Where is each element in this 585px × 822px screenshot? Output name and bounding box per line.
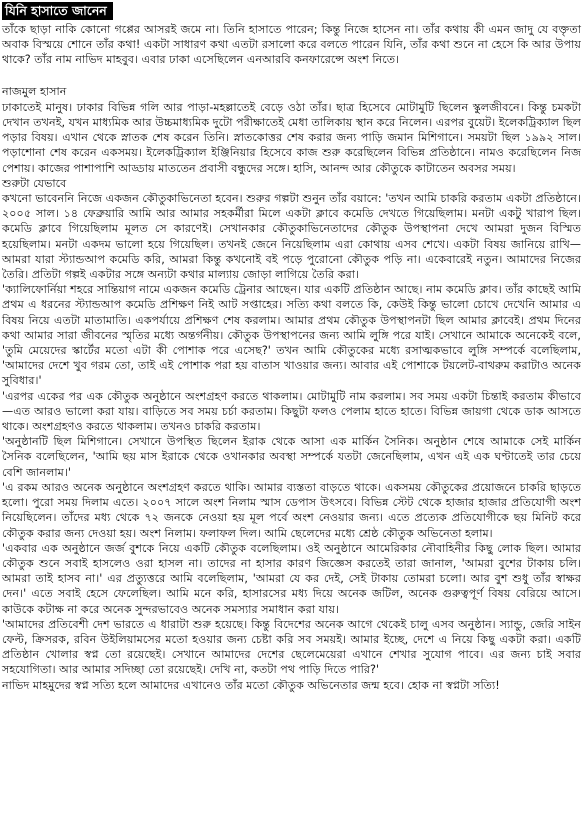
story-paragraph: 'এরপর একের পর এক কৌতুক অনুষ্ঠানে অংশগ্রহণ করতে থাকলাম। মোটামুটি নাম করলাম। সব সময় একটা চিন্তাই করতাম কীভাবে—এত আরও ভালো করা যায়। বাড়িতে সব সময় চর্চা করতাম। কিছুটা ফলও পেলাম হাতে হাতে। বিভিন্ন জায়গা থেকে ডাক আসতে থাকে। অংশগ্রহণও করতে থাকলাম। তখনও চাকরি করতাম। <box>2 389 581 434</box>
story-paragraph: 'এ রকম আরও অনেক অনুষ্ঠানে অংশগ্রহণ করতে থাকি। আমার ব্যস্ততা বাড়তে থাকে। একসময় কৌতুকের প্রয়োজনে চাকরি ছাড়তে হলো। পুরো সময় দিলাম এতে। ২০০৭ সালে অংশ নিলাম স্মাস ডেপাস উৎসবে। বিভিন্ন স্টেট থেকে হাজার হাজার প্রতিযোগী অংশ নিয়েছিলেন। তাঁদের মধ্য থেকে ৭২ জনকে নেওয়া হয় মূল পর্বে অংশ নেওয়ার জন্য। এতে প্রত্যেক প্রতিযোগীকে ছয় মিনিট করে কৌতুক করার জন্য দেওয়া হয়। অংশ নিলাম। ফলাফল দিল। আমি ছেলেদের মধ্যে শ্রেষ্ঠ কৌতুক অভিনেতা হলাম। <box>2 480 581 540</box>
story-paragraph: কখনো ভাবেননি নিজে একজন কৌতুকাভিনেতা হবেন। শুরুর গল্পটা শুনুন তাঁর বয়ানে: 'তখন আমি চাকরি করতাম একটা প্রতিষ্ঠানে। ২০০৫ সাল। ১৪ ফেব্রুয়ারি আমি আর আমার সহকর্মীরা মিলে একটা ক্লাবে কমেডি দেখতে গিয়েছিলাম। মনটা একটু খারাপ ছিল। কমেডি ক্লাবে গিয়েছিলাম মূলত সে কারণেই। সেখানকার কৌতুকাভিনেতাদের কৌতুক উপস্থাপনা দেখে আমরা দুজন বিস্মিত হয়েছিলাম। মনটা একদম ভালো হয়ে গিয়েছিল। তখনই জেনে নিয়েছিলাম এরা কোথায় এসব শেখে। একটা বিষয় জানিয়ে রাখি—আমরা যারা স্ট্যান্ডআপ কমেডি করি, আমরা কিন্তু কখনোই বই পড়ে পুরোনো কৌতুক পড়ি না। একেবারেই নতুন। আমাদের নিজের তৈরি। প্রতিটা গল্পই একটার সঙ্গে অন্যটা কথার মাল্যায় জোড়া লাগিয়ে তৈরি করা। <box>2 192 581 282</box>
body-paragraph: ঢাকাতেই মানুষ। ঢাকার বিভিন্ন গলি আর পাড়া-মহল্লাতেই বেড়ে ওঠা তাঁর। ছাত্র হিসেবে মোটামুটি ছিলেন স্কুলজীবনে। কিন্তু চমকটা দেখান তখনই, যখন মাধ্যমিক আর উচ্চমাধ্যমিক দুটো পরীক্ষাতেই মেধা তালিকায় স্থান করে নিলেন। এরপর বুয়েট। ইলেকট্রিক্যাল ছিল পড়ার বিষয়। এখান থেকে স্নাতক শেষ করেন তিনি। স্নাতকোত্তর শেষ করার জন্য পাড়ি জমান মিশিগানে। সময়টা ছিল ১৯৯২ সাল। পড়াশোনা শেষ করেন একসময়। ইলেকট্রিক্যাল ইঞ্জিনিয়ার হিসেবে কাজ শুরু করেছিলেন বিভিন্ন প্রতিষ্ঠানে। নামও করেছিলেন নিজ পেশায়। কাজের পাশাপাশি আড্ডায় মাততেন প্রবাসী বন্ধুদের সঙ্গে। হাসি, আনন্দ আর কৌতুকে কাটাতেন অবসর সময়। <box>2 100 581 175</box>
closing-paragraph: নাভিদ মাহমুদের স্বপ্ন সত্যি হলে আমাদের এখানেও তাঁর মতো কৌতুক অভিনেতার জন্ম হবে। হোক না স্বপ্নটা সত্যি! <box>2 678 500 692</box>
author-byline: নাজমুল হাসান <box>2 84 67 98</box>
story-paragraphs <box>2 191 581 693</box>
section-subhead: শুরুটা যেভাবে <box>2 176 67 190</box>
story-paragraph: 'ক্যালিফোর্নিয়া শহরে সান্তিয়াগ নামে একজন কমেডি ট্রেনার আছেন। যার একটি প্রতিষ্ঠান আছে। নাম কমেডি ক্লাব। তাঁর কাছেই আমি প্রথম এ ধরনের স্ট্যান্ডআপ কমেডি প্রশিক্ষণ নিই আট সপ্তাহের। সত্যি কথা বলতে কি, কেউই কিন্তু ভালো চোখে দেখেনি আমার এ বিষয় নিয়ে এতটা মাতামাতি। একপর্যায়ে প্রশিক্ষণ শেষ করলাম। আমার প্রথম কৌতুক উপস্থাপনটা ছিল আমার ক্লাবেই। প্রথম দিনের কথা আমার সারা জীবনের স্মৃতির মধ্যে অন্তর্গনীয়। কৌতুক উপস্থাপনের জন্য আমি লুঙ্গি পরে যাই। সেখানে আমাকে অনেকেই বলে, 'তুমি মেয়েদের স্কার্টের মতো এটা কী পোশাক পরে এসেছ?' তখন আমি কৌতুকের মধ্যে রসাত্মকভাবে লুঙ্গি সম্পর্কে বলেছিলাম, 'আমাদের দেশে খুব গরম তো, তাই এই পোশাক পরা হয় বাতাস খাওয়ার জন্য। আবার এই পোশাকে টয়লেট-বাথরুম করাটাও অনেক সুবিধার।' <box>2 283 581 388</box>
story-paragraph: 'একবার এক অনুষ্ঠানে জর্জ বুশকে নিয়ে একটি কৌতুক বলেছিলাম। ওই অনুষ্ঠানে আমেরিকার নৌবাহিনীর কিছু লোক ছিল। আমার কৌতুক শুনে সবাই হাসলেও ওরা হাসল না। তাদের না হাসার কারণ জিজ্ঞেস করতেই তারা জানাল, 'আমরা বুশের টাকায় চলি। আমরা তাই হাসব না।' এর প্রত্যুত্তরে আমি বলেছিলাম, 'আমরা যে কর দেই, সেই টাকায় তোমরা চলো। আর বুশ শুধু তাঁর স্বাক্ষর দেন।' এতে সবাই হেসে ফেলেছিল। আমি মনে করি, হাসারসের মধ্য দিয়ে অনেক জটিল, অনেক গুরুত্বপূর্ণ বিষয় বেরিয়ে আসে। কাউকে কটাক্ষ না করে অনেক সুন্দরভাবেও অনেক সমস্যার সমাধান করা যায়। <box>2 541 581 616</box>
story-paragraph: 'আমাদের প্রতিবেশী দেশ ভারতে এ ধারাটা শুরু হয়েছে। কিন্তু বিদেশের অনেক আগে থেকেই চালু এসব অনুষ্ঠান। স্যান্ডু, জেরি সাইন ফেল্ট, ক্রিসরক, রবিন উইলিয়ামসের মতো হওয়ার জন্য চেষ্টা করি সব সময়ই। আমার ইচ্ছে, দেশে এ নিয়ে কিছু একটা করা। একটি প্রতিষ্ঠান খোলার স্বপ্ন তো রয়েছেই। সেখানে আমাদের দেশের ছেলেমেয়েরা এখানে শেখার সুযোগ পাবে। এর জন্য চাই সবার সহযোগিতা। আর আমার সদিচ্ছা তো রয়েছেই। দেখি না, কতটা পথ পাড়ি দিতে পারি?' <box>2 617 581 677</box>
intro-paragraph: তাঁকে ছাড়া নাকি কোনো গপ্পের আসরই জমে না। তিনি হাসাতে পারেন; কিন্তু নিজে হাসেন না। তাঁর কথায় কী এমন জাদু যে বক্তৃতা অবাক বিস্ময়ে শোনে তাঁর কথা! একটা সাধারণ কথা এতটা রসালো করে বলতে পারেন যিনি, তাঁর কথা শুনে না হেসে কি আর উপায় থাকে? তাঁর নাম নাভিদ মাহবুব। এবার ঢাকা এসেছিলেন এনআরবি কনফারেন্সে অংশ নিতে। <box>2 23 581 67</box>
article-title: যিনি হাসাতে জানেন <box>2 2 113 20</box>
story-paragraph: 'অনুষ্ঠানটি ছিল মিশিগানে। সেখানে উপস্থিত ছিলেন ইরাক থেকে আসা এক মার্কিন সৈনিক। অনুষ্ঠান শেষে আমাকে সেই মার্কিন সৈনিক বলেছিলেন, 'আমি ছয় মাস ইরাকে থেকে ওখানকার অবস্থা সম্পর্কে যতটা জেনেছিলাম, এখন এই এক ঘণ্টাতেই তার চেয়ে বেশি জানলাম।' <box>2 435 581 479</box>
